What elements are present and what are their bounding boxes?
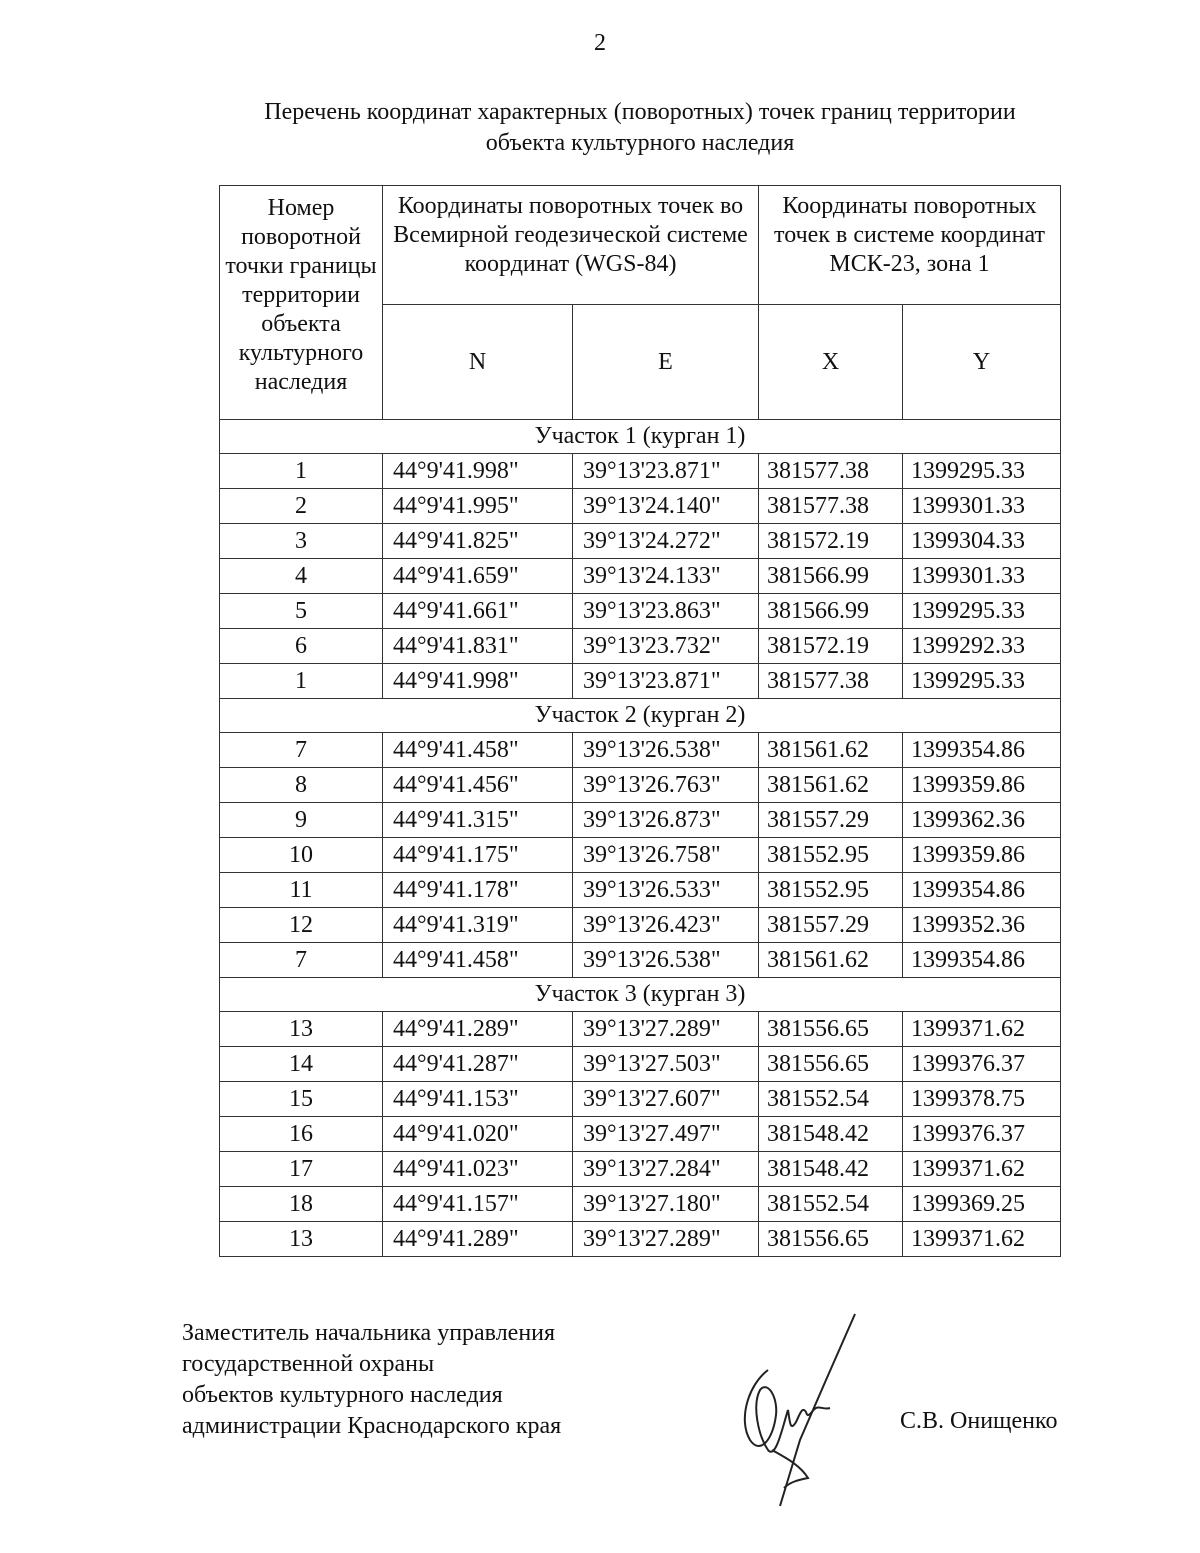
cell-x: 381577.38 — [759, 489, 903, 524]
cell-point-number: 1 — [220, 454, 383, 489]
cell-n: 44°9'41.157" — [383, 1187, 573, 1222]
cell-x: 381552.54 — [759, 1082, 903, 1117]
cell-e: 39°13'26.538" — [573, 733, 759, 768]
table-row — [220, 524, 1061, 559]
signer-position-line: администрации Краснодарского края — [182, 1413, 562, 1439]
cell-x: 381572.19 — [759, 629, 903, 664]
cell-n: 44°9'41.178" — [383, 873, 573, 908]
cell-n: 44°9'41.287" — [383, 1047, 573, 1082]
table-row — [220, 1047, 1061, 1082]
cell-n: 44°9'41.998" — [383, 454, 573, 489]
table-row — [220, 454, 1061, 489]
cell-point-number: 5 — [220, 594, 383, 629]
cell-x: 381556.65 — [759, 1012, 903, 1047]
cell-n: 44°9'41.825" — [383, 524, 573, 559]
cell-point-number: 2 — [220, 489, 383, 524]
handwritten-signature — [728, 1310, 868, 1520]
table-row — [220, 1117, 1061, 1152]
cell-point-number: 13 — [220, 1222, 383, 1257]
cell-e: 39°13'23.871" — [573, 664, 759, 699]
cell-x: 381552.95 — [759, 838, 903, 873]
table-row — [220, 943, 1061, 978]
cell-x: 381577.38 — [759, 664, 903, 699]
cell-n: 44°9'41.023" — [383, 1152, 573, 1187]
cell-point-number: 11 — [220, 873, 383, 908]
cell-point-number: 7 — [220, 733, 383, 768]
table-row — [220, 733, 1061, 768]
cell-point-number: 15 — [220, 1082, 383, 1117]
cell-n: 44°9'41.659" — [383, 559, 573, 594]
cell-y: 1399371.62 — [903, 1152, 1061, 1187]
table-row — [220, 1082, 1061, 1117]
cell-e: 39°13'24.272" — [573, 524, 759, 559]
cell-n: 44°9'41.458" — [383, 733, 573, 768]
cell-n: 44°9'41.175" — [383, 838, 573, 873]
header-n: N — [383, 305, 573, 420]
cell-e: 39°13'27.180" — [573, 1187, 759, 1222]
cell-e: 39°13'27.607" — [573, 1082, 759, 1117]
table-row — [220, 629, 1061, 664]
cell-point-number: 8 — [220, 768, 383, 803]
signer-name: С.В. Онищенко — [900, 1408, 1058, 1434]
cell-e: 39°13'23.871" — [573, 454, 759, 489]
cell-y: 1399371.62 — [903, 1012, 1061, 1047]
signer-position-line: Заместитель начальника управления — [182, 1320, 556, 1346]
cell-x: 381566.99 — [759, 559, 903, 594]
cell-e: 39°13'27.497" — [573, 1117, 759, 1152]
cell-x: 381561.62 — [759, 768, 903, 803]
signer-position — [182, 1318, 561, 1442]
document-title — [160, 97, 1120, 159]
section-title: Участок 1 (курган 1) — [220, 420, 1061, 454]
cell-e: 39°13'27.503" — [573, 1047, 759, 1082]
table-row — [220, 664, 1061, 699]
section-title: Участок 2 (курган 2) — [220, 699, 1061, 733]
header-point-number: Номер поворотной точки границы территории объекта культурного наследия — [220, 186, 383, 420]
title-line-1: Перечень координат характерных (поворотных) точек границ территории — [264, 99, 1016, 125]
header-msk23: Координаты поворотных точек в системе координат МСК-23, зона 1 — [759, 186, 1061, 305]
cell-e: 39°13'26.758" — [573, 838, 759, 873]
cell-point-number: 7 — [220, 943, 383, 978]
cell-point-number: 6 — [220, 629, 383, 664]
cell-y: 1399354.86 — [903, 873, 1061, 908]
cell-e: 39°13'26.533" — [573, 873, 759, 908]
table-row — [220, 838, 1061, 873]
cell-e: 39°13'26.763" — [573, 768, 759, 803]
header-y: Y — [903, 305, 1061, 420]
cell-e: 39°13'27.289" — [573, 1012, 759, 1047]
cell-point-number: 9 — [220, 803, 383, 838]
section-row — [220, 699, 1061, 733]
table-row — [220, 594, 1061, 629]
coordinates-table — [219, 185, 1061, 1257]
cell-e: 39°13'27.289" — [573, 1222, 759, 1257]
cell-n: 44°9'41.661" — [383, 594, 573, 629]
cell-y: 1399354.86 — [903, 733, 1061, 768]
table-row — [220, 1187, 1061, 1222]
header-wgs84: Координаты поворотных точек во Всемирной геодезической системе координат (WGS-84) — [383, 186, 759, 305]
cell-y: 1399371.62 — [903, 1222, 1061, 1257]
cell-point-number: 17 — [220, 1152, 383, 1187]
table-row — [220, 489, 1061, 524]
cell-point-number: 13 — [220, 1012, 383, 1047]
cell-x: 381552.95 — [759, 873, 903, 908]
cell-x: 381572.19 — [759, 524, 903, 559]
cell-x: 381566.99 — [759, 594, 903, 629]
table-row — [220, 1012, 1061, 1047]
signer-position-line: государственной охраны — [182, 1351, 435, 1377]
cell-x: 381552.54 — [759, 1187, 903, 1222]
cell-point-number: 1 — [220, 664, 383, 699]
cell-y: 1399301.33 — [903, 489, 1061, 524]
section-row — [220, 420, 1061, 454]
cell-y: 1399359.86 — [903, 768, 1061, 803]
cell-point-number: 12 — [220, 908, 383, 943]
cell-x: 381561.62 — [759, 733, 903, 768]
cell-n: 44°9'41.153" — [383, 1082, 573, 1117]
cell-y: 1399295.33 — [903, 594, 1061, 629]
cell-x: 381561.62 — [759, 943, 903, 978]
cell-point-number: 3 — [220, 524, 383, 559]
cell-x: 381556.65 — [759, 1047, 903, 1082]
cell-x: 381557.29 — [759, 908, 903, 943]
header-x: X — [759, 305, 903, 420]
cell-x: 381556.65 — [759, 1222, 903, 1257]
cell-point-number: 14 — [220, 1047, 383, 1082]
cell-y: 1399295.33 — [903, 454, 1061, 489]
cell-n: 44°9'41.289" — [383, 1222, 573, 1257]
cell-e: 39°13'23.732" — [573, 629, 759, 664]
cell-point-number: 10 — [220, 838, 383, 873]
cell-y: 1399295.33 — [903, 664, 1061, 699]
cell-e: 39°13'26.538" — [573, 943, 759, 978]
table-body — [220, 420, 1061, 1257]
cell-e: 39°13'23.863" — [573, 594, 759, 629]
cell-y: 1399352.36 — [903, 908, 1061, 943]
cell-e: 39°13'26.423" — [573, 908, 759, 943]
page-number: 2 — [594, 30, 606, 56]
cell-point-number: 16 — [220, 1117, 383, 1152]
cell-n: 44°9'41.456" — [383, 768, 573, 803]
table-row — [220, 1222, 1061, 1257]
cell-x: 381548.42 — [759, 1117, 903, 1152]
signer-position-line: объектов культурного наследия — [182, 1382, 503, 1408]
cell-y: 1399359.86 — [903, 838, 1061, 873]
cell-y: 1399354.86 — [903, 943, 1061, 978]
cell-n: 44°9'41.319" — [383, 908, 573, 943]
table-row — [220, 768, 1061, 803]
cell-e: 39°13'24.140" — [573, 489, 759, 524]
cell-y: 1399376.37 — [903, 1117, 1061, 1152]
cell-n: 44°9'41.998" — [383, 664, 573, 699]
cell-n: 44°9'41.020" — [383, 1117, 573, 1152]
cell-y: 1399378.75 — [903, 1082, 1061, 1117]
section-title: Участок 3 (курган 3) — [220, 978, 1061, 1012]
cell-y: 1399369.25 — [903, 1187, 1061, 1222]
cell-e: 39°13'27.284" — [573, 1152, 759, 1187]
table-row — [220, 559, 1061, 594]
cell-y: 1399376.37 — [903, 1047, 1061, 1082]
cell-e: 39°13'26.873" — [573, 803, 759, 838]
cell-point-number: 18 — [220, 1187, 383, 1222]
section-row — [220, 978, 1061, 1012]
cell-n: 44°9'41.458" — [383, 943, 573, 978]
cell-x: 381548.42 — [759, 1152, 903, 1187]
table-row — [220, 908, 1061, 943]
cell-n: 44°9'41.315" — [383, 803, 573, 838]
cell-x: 381577.38 — [759, 454, 903, 489]
cell-e: 39°13'24.133" — [573, 559, 759, 594]
cell-point-number: 4 — [220, 559, 383, 594]
cell-x: 381557.29 — [759, 803, 903, 838]
cell-n: 44°9'41.289" — [383, 1012, 573, 1047]
cell-y: 1399362.36 — [903, 803, 1061, 838]
header-e: E — [573, 305, 759, 420]
table-row — [220, 1152, 1061, 1187]
cell-n: 44°9'41.995" — [383, 489, 573, 524]
table-row — [220, 803, 1061, 838]
cell-y: 1399304.33 — [903, 524, 1061, 559]
title-line-2: объекта культурного наследия — [485, 130, 795, 156]
cell-n: 44°9'41.831" — [383, 629, 573, 664]
cell-y: 1399301.33 — [903, 559, 1061, 594]
table-row — [220, 873, 1061, 908]
cell-y: 1399292.33 — [903, 629, 1061, 664]
